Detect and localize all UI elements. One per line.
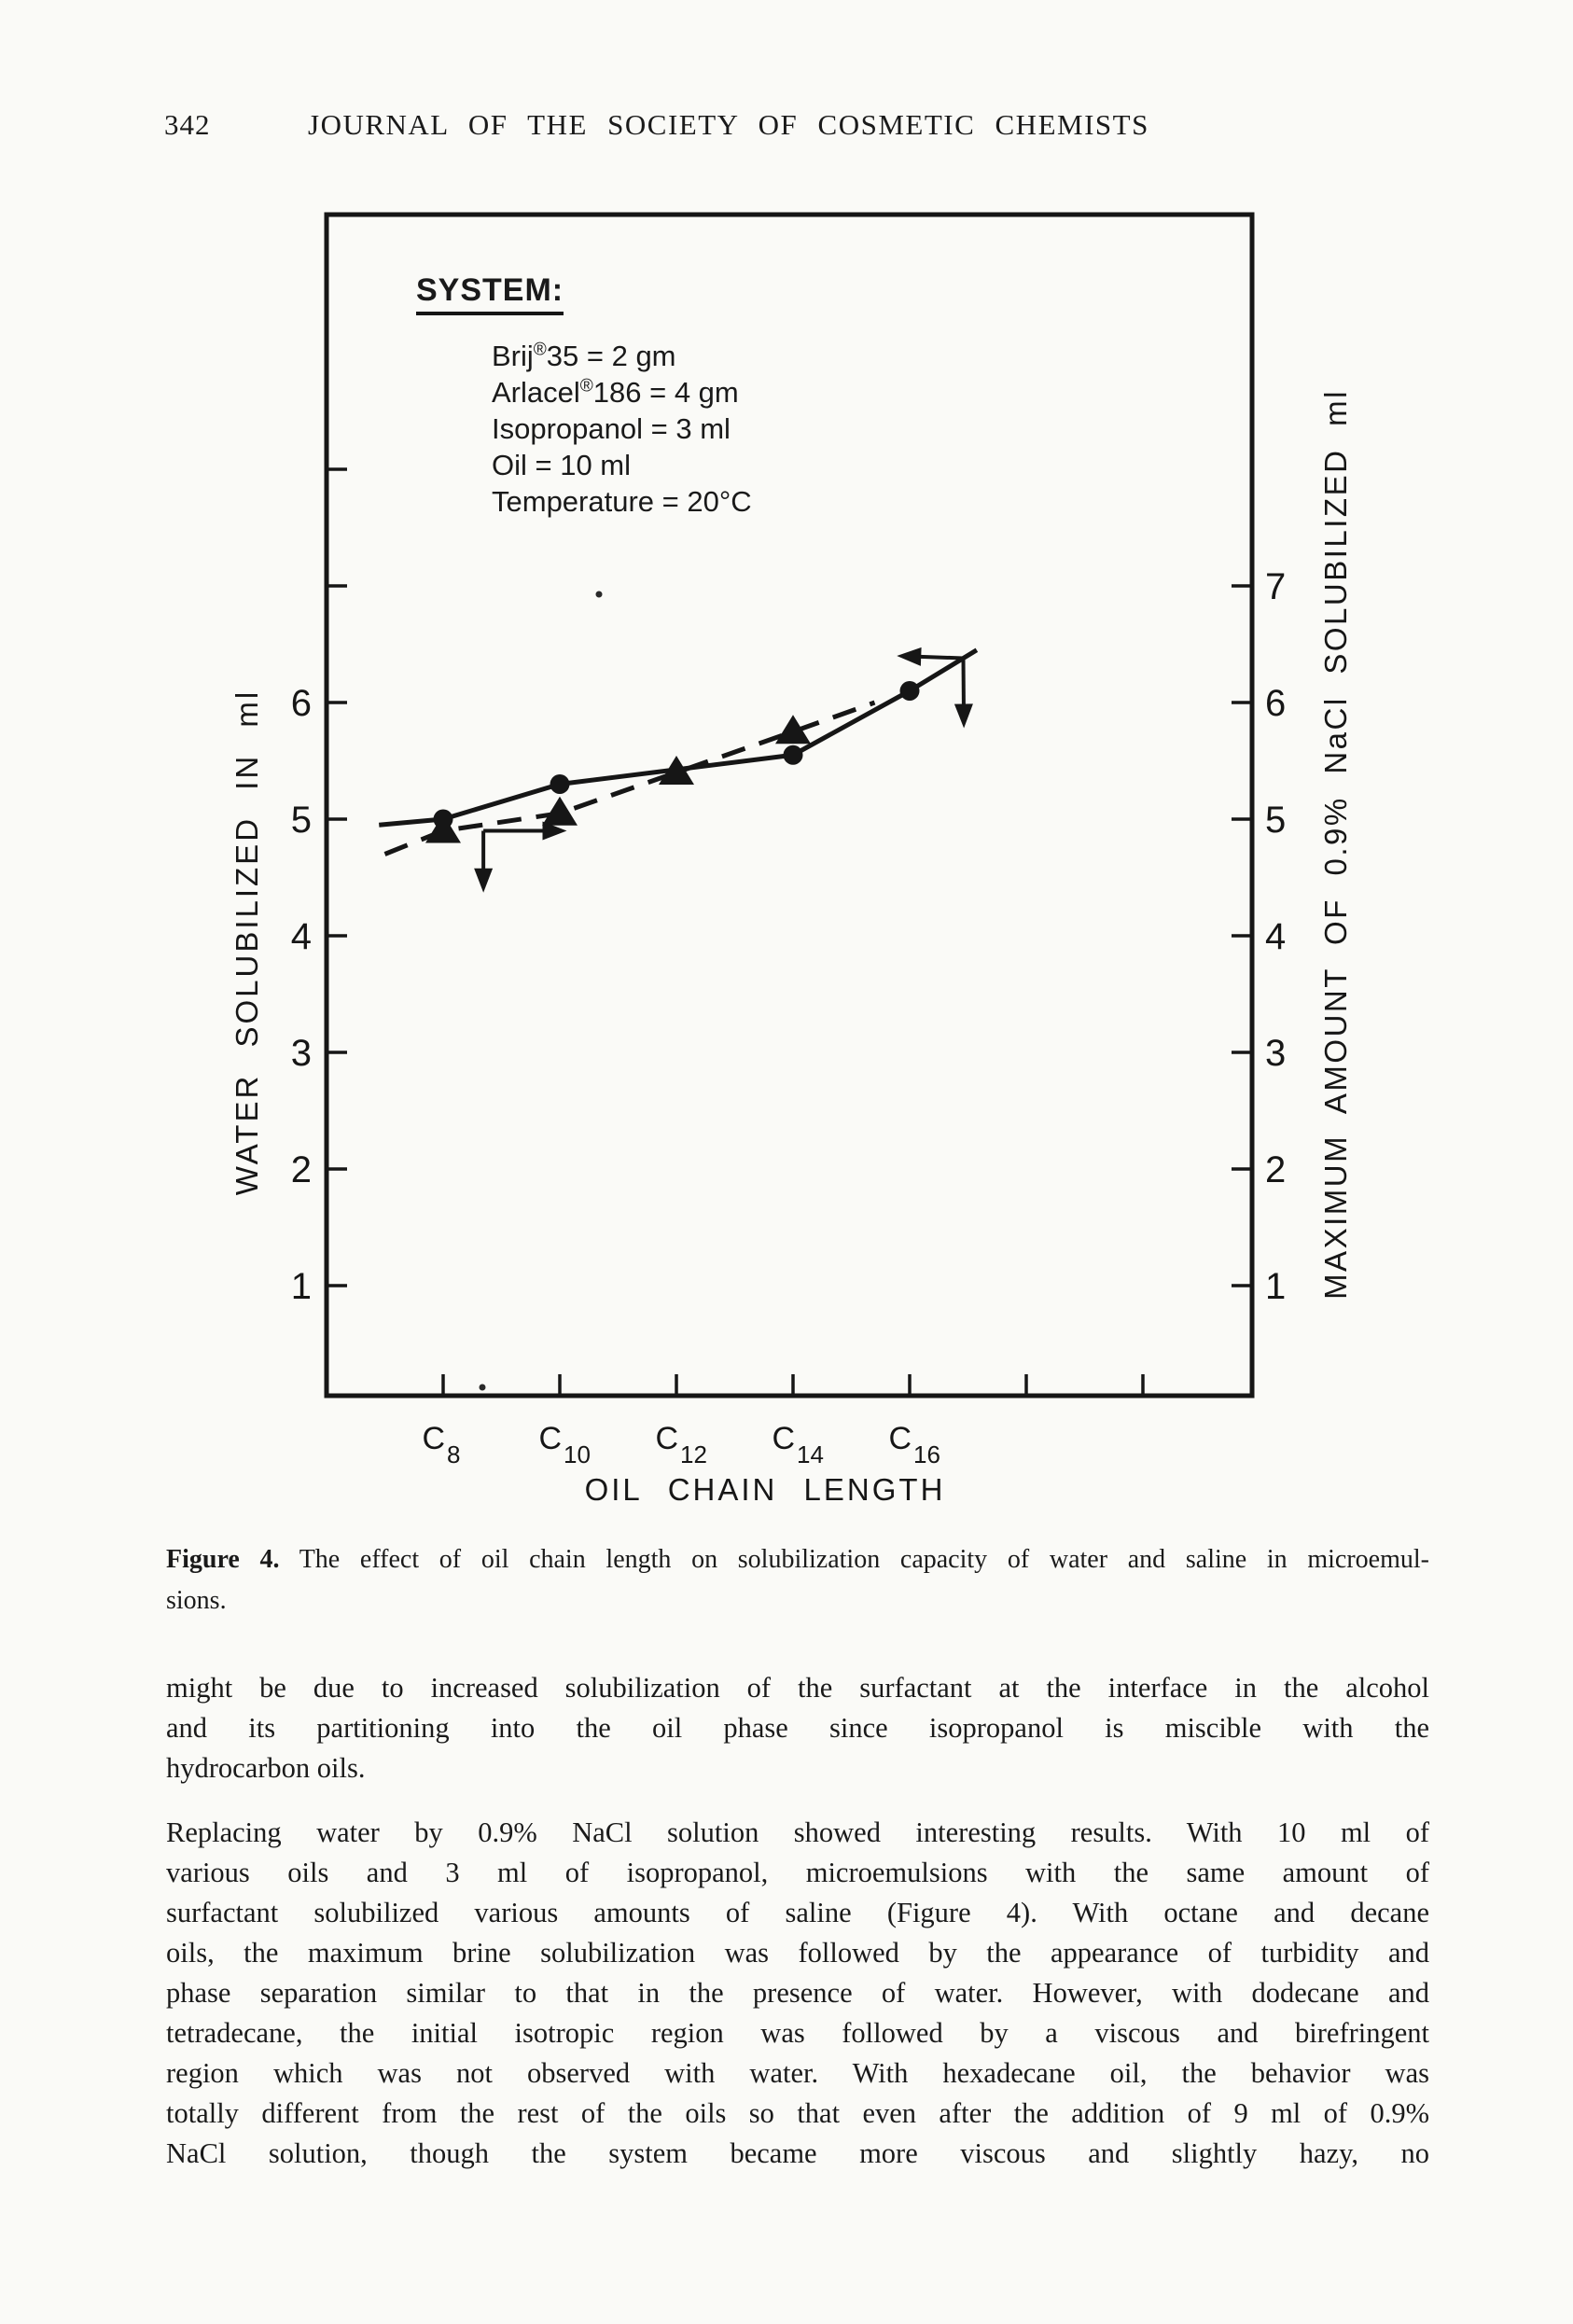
y-left-tick-label: 3: [290, 1033, 312, 1074]
figure-caption-label: Figure 4.: [166, 1545, 280, 1574]
body-line: hydrocarbon oils.: [166, 1752, 366, 1784]
left-axis-title: WATER SOLUBILIZED IN ml: [230, 689, 264, 1196]
body-paragraph-1: [166, 1668, 1429, 1788]
x-axis-title: OIL CHAIN LENGTH: [584, 1472, 946, 1507]
figure-caption-line-1: [166, 1539, 1429, 1580]
saline-series-line: [385, 703, 875, 855]
body-paragraph-2: [166, 1813, 1429, 2174]
x-tick-label: C: [538, 1421, 562, 1456]
x-tick-label: C: [422, 1421, 445, 1456]
water-data-point: [550, 774, 570, 794]
water-data-point: [900, 681, 920, 701]
x-tick-label-subscript: 12: [680, 1440, 707, 1468]
y-right-tick-label: 7: [1265, 566, 1287, 607]
body-line: various oils and 3 ml of isopropanol, microemulsions with the same amount of: [166, 1857, 1429, 1888]
scan-speck: [480, 1385, 486, 1391]
system-heading: SYSTEM:: [416, 272, 564, 315]
y-left-tick-label: 4: [290, 916, 312, 957]
registered-mark-icon: ®: [533, 340, 547, 360]
x-tick-label: C: [888, 1421, 912, 1456]
body-line: and its partitioning into the oil phase since isopropanol is miscible with the: [166, 1712, 1429, 1744]
plot-frame: [327, 215, 1252, 1396]
y-left-tick-label: 5: [290, 800, 312, 841]
body-line: might be due to increased solubilization of the surfactant at the interface in the alcohol: [166, 1672, 1429, 1704]
x-tick-label-subscript: 8: [447, 1440, 461, 1468]
figure-caption-line-2: sions.: [166, 1586, 227, 1615]
water-data-point: [784, 745, 803, 765]
x-tick-label-subscript: 10: [564, 1440, 591, 1468]
right-axis-title: MAXIMUM AMOUNT OF 0.9% NaCl SOLUBILIZED ml: [1318, 389, 1353, 1300]
annotation-arrowhead: [474, 869, 493, 893]
page-number: 342: [164, 108, 211, 141]
x-tick-label-subscript: 14: [797, 1440, 824, 1468]
y-right-tick-label: 1: [1265, 1266, 1287, 1307]
body-text: [166, 1668, 1429, 2174]
body-line: totally different from the rest of the oils so that even after the addition of 9 ml of 0.9%: [166, 2097, 1429, 2129]
saline-data-point: [542, 797, 578, 826]
y-right-tick-label: 5: [1265, 800, 1287, 841]
x-tick-label-subscript: 16: [913, 1440, 940, 1468]
body-line: tetradecane, the initial isotropic region was followed by a viscous and birefringent: [166, 2017, 1429, 2049]
y-left-tick-label: 1: [290, 1266, 312, 1307]
figure-caption: [166, 1539, 1429, 1621]
legend-line-4: Temperature = 20°C: [492, 485, 752, 518]
figure-caption-text: The effect of oil chain length on solubilization capacity of water and saline in microemul-: [299, 1545, 1429, 1574]
body-line: phase separation similar to that in the presence of water. However, with dodecane and: [166, 1977, 1429, 2009]
y-left-tick-label: 6: [290, 683, 312, 724]
x-tick-label: C: [655, 1421, 678, 1456]
water-series-line: [379, 650, 977, 826]
x-tick-label: C: [772, 1421, 795, 1456]
legend-line-1: Arlacel®186 = 4 gm: [492, 376, 739, 409]
journal-title: JOURNAL OF THE SOCIETY OF COSMETIC CHEMISTS: [308, 108, 1149, 141]
y-right-tick-label: 3: [1265, 1033, 1287, 1074]
body-line: oils, the maximum brine solubilization was followed by the appearance of turbidity and: [166, 1937, 1429, 1969]
registered-mark-icon: ®: [579, 376, 593, 397]
figure-legend: [492, 338, 752, 520]
legend-line-2: Isopropanol = 3 ml: [492, 412, 731, 445]
y-right-tick-label: 4: [1265, 916, 1287, 957]
legend-line-3: Oil = 10 ml: [492, 449, 632, 481]
legend-line-0: Brij®35 = 2 gm: [492, 340, 676, 372]
body-line: NaCl solution, though the system became more viscous and slightly hazy, no: [166, 2137, 1429, 2169]
scan-speck: [596, 591, 603, 598]
y-left-tick-label: 2: [290, 1149, 312, 1190]
annotation-arrowhead: [954, 703, 973, 728]
body-line: Replacing water by 0.9% NaCl solution showed interesting results. With 10 ml of: [166, 1816, 1429, 1848]
body-line: region which was not observed with water. With hexadecane oil, the behavior was: [166, 2057, 1429, 2089]
annotation-arrowhead: [897, 647, 921, 666]
y-right-tick-label: 2: [1265, 1149, 1287, 1190]
body-line: surfactant solubilized various amounts of saline (Figure 4). With octane and decane: [166, 1897, 1429, 1928]
y-right-tick-label: 6: [1265, 683, 1287, 724]
